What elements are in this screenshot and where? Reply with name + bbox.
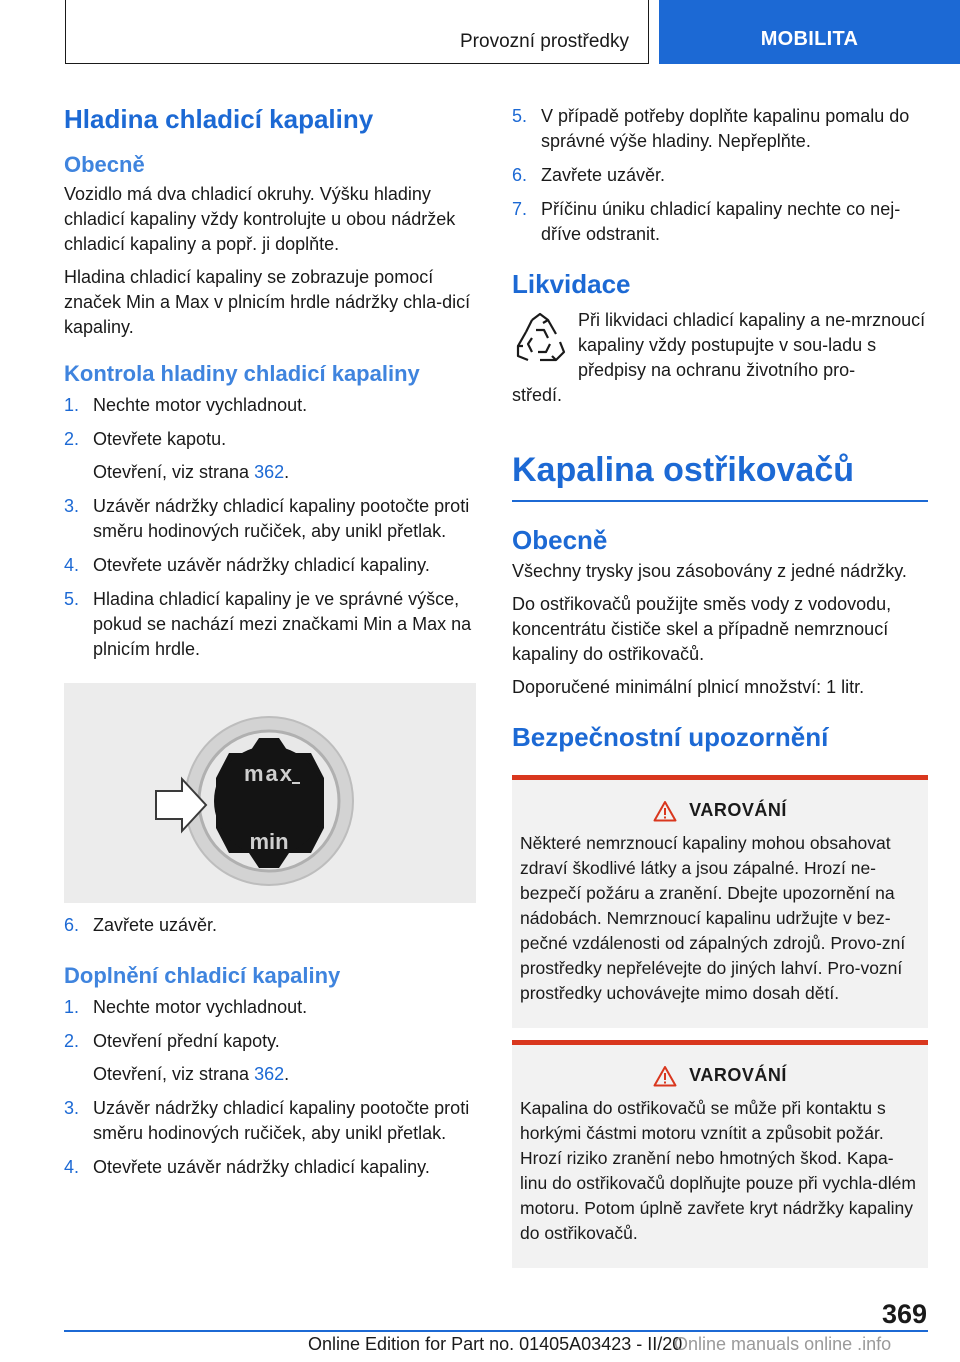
step-text: Zavřete uzávěr. xyxy=(93,915,218,935)
disposal-text: Při likvidaci chladicí kapaliny a ne-mrznoucí kapaliny vždy postupujte v sou-ladu s předpisy na ochranu životního pro- xyxy=(578,310,926,380)
warning-header xyxy=(520,1063,920,1088)
step-number: 5. xyxy=(64,589,80,609)
max-mark: max xyxy=(243,761,295,786)
step-text: Otevřete kapotu. xyxy=(93,429,227,449)
step-text: Hladina chladicí kapaliny je ve správné výšce, pokud se nachází mezi značkami Min a Max na plnicím hrdle. xyxy=(93,589,472,659)
check-steps-list xyxy=(64,393,476,662)
list-item xyxy=(64,587,476,662)
list-item xyxy=(64,1029,476,1054)
list-item xyxy=(512,197,928,247)
min-mark: min xyxy=(249,829,289,854)
paragraph-washer-1: Všechny trysky jsou zásobovány z jedné nádržky. xyxy=(512,561,907,581)
heading-safety: Bezpečnostní upozornění xyxy=(512,722,829,752)
left-column xyxy=(64,100,476,1180)
heading-general: Obecně xyxy=(64,152,145,177)
list-item xyxy=(64,427,476,452)
step-number: 6. xyxy=(64,915,80,935)
heading-check-level: Kontrola hladiny chladicí kapaliny xyxy=(64,361,420,386)
warning-triangle-icon xyxy=(653,1065,677,1087)
step-number: 7. xyxy=(512,199,528,219)
page-reference: Otevření, viz strana 362. xyxy=(93,462,290,482)
list-item xyxy=(512,104,928,154)
list-item xyxy=(64,1062,476,1087)
fill-steps-list-continued xyxy=(512,104,928,247)
footer-divider xyxy=(64,1330,928,1332)
paragraph-washer-3: Doporučené minimální plnicí množství: 1 litr. xyxy=(512,677,865,697)
step-text: V případě potřeby doplňte kapalinu pomalu do správné výše hladiny. Nepřeplňte. xyxy=(541,106,910,151)
step-text: Zavřete uzávěr. xyxy=(541,165,666,185)
step-text: Otevření přední kapoty. xyxy=(93,1031,280,1051)
warning-header xyxy=(520,798,920,823)
step-text: Nechte motor vychladnout. xyxy=(93,997,308,1017)
page-link[interactable]: 362 xyxy=(254,462,285,482)
list-item xyxy=(64,913,476,938)
warning-triangle-icon xyxy=(653,800,677,822)
page-reference: Otevření, viz strana 362. xyxy=(93,1064,290,1084)
coolant-filler-neck-figure xyxy=(64,683,476,903)
fill-steps-list xyxy=(64,995,476,1180)
list-item xyxy=(64,494,476,544)
step-text: Otevřete uzávěr nádržky chladicí kapaliny. xyxy=(93,555,430,575)
warning-title: VAROVÁNÍ xyxy=(689,1065,787,1085)
section-title-coolant: Hladina chladicí kapaliny xyxy=(64,104,374,134)
step-number: 4. xyxy=(64,1157,80,1177)
heading-washer-general: Obecně xyxy=(512,525,608,555)
warning-box xyxy=(512,1040,928,1268)
footer-watermark: Online manuals online .info xyxy=(674,1334,892,1354)
step-text: Uzávěr nádržky chladicí kapaliny pootočte proti směru hodinových ručiček, aby unikl přetlak. xyxy=(93,496,470,541)
step-number: 1. xyxy=(64,997,80,1017)
step-text: Příčinu úniku chladicí kapaliny nechte co nej-dříve odstranit. xyxy=(541,199,901,244)
heading-fill-coolant: Doplnění chladicí kapaliny xyxy=(64,963,341,988)
page-link[interactable]: 362 xyxy=(254,1064,285,1084)
step-number: 5. xyxy=(512,106,528,126)
step-number: 4. xyxy=(64,555,80,575)
list-item xyxy=(64,1155,476,1180)
list-item xyxy=(512,163,928,188)
disposal-block xyxy=(512,308,928,383)
warning-text: Kapalina do ostřikovačů se může při kontaktu s horkými částmi motoru vznítit a způsobit požár. Hrozí riziko zranění nebo hmotných škod. Kapa-linu do ostřikovačů doplňujte pouze při vychla-dlém motoru. Potom úplně zavřete kryt nádržky kapaliny do ostřikovačů. xyxy=(520,1098,916,1243)
recycle-icon xyxy=(512,310,568,372)
list-item xyxy=(64,393,476,418)
list-item xyxy=(64,1096,476,1146)
warning-text: Některé nemrznoucí kapaliny mohou obsahovat zdraví škodlivé látky a jsou zápalné. Hrozí ne-bezpečí požáru a zranění. Dbejte upozornění na nádobách. Nemrznoucí kapalinu udržujte v bez-pečné vzdálenosti od zápalných zdrojů. Provo-zní prostředky nepřelévejte do jiných lahví. Pro-vozní prostředky uchovávejte mimo dosah dětí. xyxy=(520,833,906,1003)
list-item xyxy=(64,460,476,485)
paragraph-general-1: Vozidlo má dva chladicí okruhy. Výšku hladiny chladicí kapaliny vždy kontrolujte u obou nádržek chladicí kapaliny a popř. ji doplňte. xyxy=(64,184,456,254)
step-number: 3. xyxy=(64,1098,80,1118)
step-text: Nechte motor vychladnout. xyxy=(93,395,308,415)
step-number: 2. xyxy=(64,429,80,449)
heading-disposal: Likvidace xyxy=(512,269,631,299)
list-item xyxy=(64,553,476,578)
step-number: 1. xyxy=(64,395,80,415)
step-text: Uzávěr nádržky chladicí kapaliny pootočte proti směru hodinových ručiček, aby unikl přetlak. xyxy=(93,1098,470,1143)
right-column xyxy=(512,100,928,1268)
page-number: 369 xyxy=(881,1299,927,1329)
header-chapter-tab[interactable]: MOBILITA xyxy=(659,0,960,64)
header-section-title: Provozní prostředky xyxy=(460,31,629,52)
footer-edition: Online Edition for Part no. 01405A03423 - II/20 xyxy=(308,1334,683,1354)
check-steps-list-end xyxy=(64,913,476,938)
step-number: 3. xyxy=(64,496,80,516)
section-title-washer-fluid: Kapalina ostřikovačů xyxy=(512,450,928,502)
list-item xyxy=(64,995,476,1020)
paragraph-washer-2: Do ostřikovačů použijte směs vody z vodovodu, koncentrátu čističe skel a případně nemrznoucí kapaliny do ostřikovačů. xyxy=(512,594,892,664)
warning-box xyxy=(512,775,928,1028)
disposal-text-tail: středí. xyxy=(512,385,563,405)
paragraph-general-2: Hladina chladicí kapaliny se zobrazuje pomocí značek Min a Max v plnicím hrdle nádržky chla-dicí kapaliny. xyxy=(64,267,471,337)
filler-cap-illustration xyxy=(64,683,476,903)
warning-title: VAROVÁNÍ xyxy=(689,800,787,820)
step-number: 6. xyxy=(512,165,528,185)
step-text: Otevřete uzávěr nádržky chladicí kapaliny. xyxy=(93,1157,430,1177)
step-number: 2. xyxy=(64,1031,80,1051)
